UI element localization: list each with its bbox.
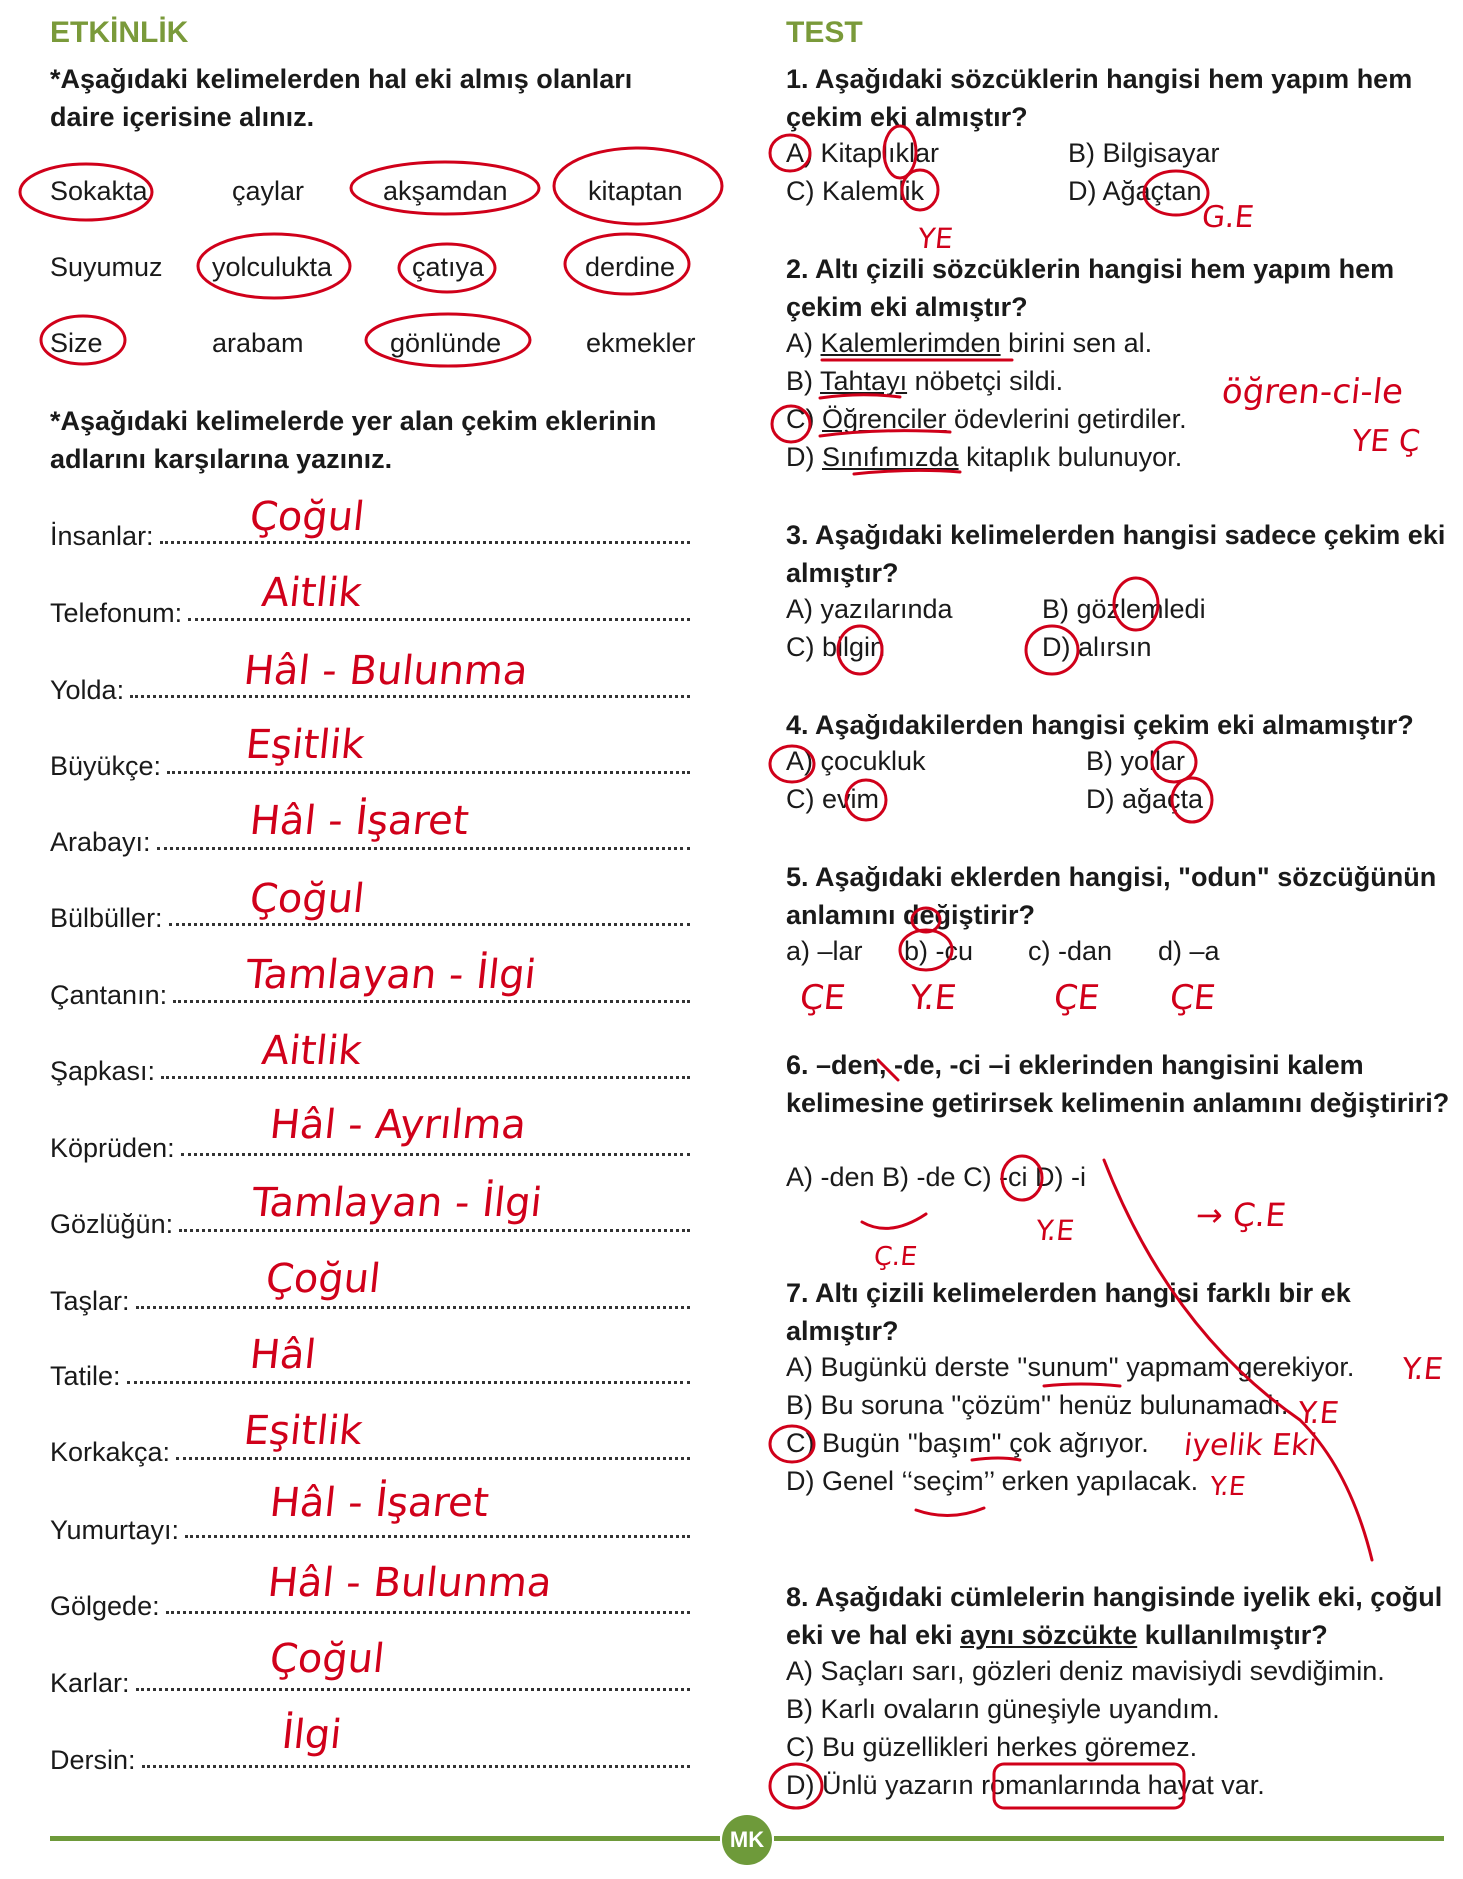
option-c: c) -dan xyxy=(1028,936,1113,966)
option-d: D) Genel ‘‘seçim’’ erken yapılacak. xyxy=(786,1466,1199,1496)
question-6: 6. –den, -de, -ci –i eklerinden hangisini kalem kelimesine getirirsek kelimenin anlamını değiştiriri? xyxy=(786,1050,1450,1118)
dotted-line xyxy=(176,1457,690,1460)
handwritten-answer: İlgi xyxy=(279,1712,344,1758)
option-c: C) Kalemlik xyxy=(786,176,925,206)
word-item: arabam xyxy=(212,328,304,358)
option-d: D) Ağaçtan xyxy=(1068,176,1202,206)
dotted-line xyxy=(173,1000,690,1003)
handwritten-answer: Hâl - Ayrılma xyxy=(267,1102,529,1148)
row-label: Şapkası: xyxy=(50,1056,156,1086)
word-item: Suyumuz xyxy=(50,252,163,282)
word-item: ekmekler xyxy=(586,328,696,358)
question-4: 4. Aşağıdakilerden hangisi çekim eki almamıştır? xyxy=(786,710,1414,740)
row-label: Taşlar: xyxy=(50,1286,130,1316)
underline-mark xyxy=(862,1214,926,1228)
row-label: Bülbüller: xyxy=(50,903,163,933)
instruction-suffix: *Aşağıdaki kelimelerde yer alan çekim eklerinin adlarını karşılarına yazınız. xyxy=(50,406,657,474)
suffix-row xyxy=(50,589,690,629)
row-label: Yumurtayı: xyxy=(50,1515,180,1545)
suffix-row xyxy=(50,1428,690,1468)
handwritten-answer: Tamlayan - İlgi xyxy=(249,1180,545,1226)
option-c: C) evim xyxy=(786,784,879,814)
underlined-word: Kalemlerimden xyxy=(820,328,1001,358)
handwritten-note: Y.E xyxy=(1296,1396,1341,1431)
question-text: 8. Aşağıdaki cümlelerin hangisinde iyelik eki, çoğul eki ve hal eki xyxy=(786,1582,1443,1650)
word-item: akşamdan xyxy=(383,176,508,206)
word-item: gönlünde xyxy=(390,328,502,358)
option-a: A) yazılarında xyxy=(786,594,953,624)
question-2: 2. Altı çizili sözcüklerin hangisi hem yapım hem çekim eki almıştır? xyxy=(786,254,1395,322)
dotted-line xyxy=(166,1611,690,1614)
option-d: d) –a xyxy=(1158,936,1220,966)
word-item: kitaptan xyxy=(588,176,683,206)
option-d: D) Ünlü yazarın romanlarında hayat var. xyxy=(786,1770,1265,1800)
test-heading: TEST xyxy=(786,16,863,49)
dotted-line xyxy=(136,1688,690,1691)
handwritten-note: Y.E xyxy=(1208,1472,1247,1502)
underlined-word: Öğrenciler xyxy=(822,404,947,434)
row-label: Telefonum: xyxy=(50,598,183,628)
row-label: Gözlüğün: xyxy=(50,1209,174,1239)
row-label: Köprüden: xyxy=(50,1133,175,1163)
question-3: 3. Aşağıdaki kelimelerden hangisi sadece çekim eki almıştır? xyxy=(786,520,1446,588)
option-b: B) gözlemledi xyxy=(1042,594,1206,624)
publisher-logo: MK xyxy=(722,1815,772,1865)
underlined-word: Tahtayı xyxy=(820,366,908,396)
option-c: C) Bugün ''başım'' çok ağrıyor. xyxy=(786,1428,1149,1458)
handwritten-answer: Tamlayan - İlgi xyxy=(243,952,539,998)
option-prefix: C) xyxy=(786,404,822,434)
dotted-line xyxy=(161,1076,690,1079)
option-c: C) bilgin xyxy=(786,632,886,662)
word-item: Sokakta xyxy=(50,176,148,206)
option-b: B) Bilgisayar xyxy=(1068,138,1220,168)
handwritten-answer: Hâl - İşaret xyxy=(247,798,471,844)
handwritten-answer: Hâl - Bulunma xyxy=(265,1560,555,1606)
dotted-line xyxy=(169,923,690,926)
row-label: Büyükçe: xyxy=(50,751,162,781)
handwritten-answer: Çoğul xyxy=(267,1636,387,1682)
word-item: Size xyxy=(50,328,103,358)
suffix-row xyxy=(50,894,690,934)
handwritten-answer: Hâl - İşaret xyxy=(267,1480,491,1526)
activity-heading: ETKİNLİK xyxy=(50,16,189,49)
handwritten-answer: Aitlik xyxy=(259,1028,364,1074)
dotted-line xyxy=(167,771,690,774)
handwritten-note: Y.E xyxy=(1400,1352,1445,1387)
option-b: b) -cu xyxy=(904,936,974,966)
suffix-row xyxy=(50,1736,690,1776)
option-a xyxy=(786,328,1152,359)
dotted-line xyxy=(188,618,690,621)
row-label: Gölgede: xyxy=(50,1591,160,1621)
question-8 xyxy=(786,1578,1456,1654)
row-label: İnsanlar: xyxy=(50,521,154,551)
option-prefix: A) xyxy=(786,328,821,358)
row-label: Arabayı: xyxy=(50,827,151,857)
options-row: A) -den B) -de C) -ci D) -i xyxy=(786,1162,1087,1192)
dotted-line xyxy=(179,1229,690,1232)
handwritten-note: ÇE xyxy=(797,978,848,1018)
dotted-line xyxy=(185,1535,690,1538)
handwritten-answer: Çoğul xyxy=(247,494,367,540)
row-label: Tatile: xyxy=(50,1361,121,1391)
handwritten-answer: Aitlik xyxy=(259,570,364,616)
underline-mark xyxy=(916,1508,984,1516)
footer-line-right xyxy=(774,1836,1444,1841)
option-b: B) Bu soruna ''çözüm'' henüz bulunamadı. xyxy=(786,1390,1289,1420)
handwritten-note: YE Ç xyxy=(1350,424,1422,459)
option-a: A) Kitaplıklar xyxy=(786,138,940,168)
suffix-row xyxy=(50,742,690,782)
option-rest: birini sen al. xyxy=(1000,328,1153,358)
option-rest: nöbetçi sildi. xyxy=(907,366,1064,396)
option-b xyxy=(786,366,1063,397)
handwritten-answer: Eşitlik xyxy=(243,722,367,768)
option-rest: ödevlerini getirdiler. xyxy=(946,404,1187,434)
handwritten-note: YE xyxy=(916,222,955,255)
underlined-phrase: aynı sözcükte xyxy=(960,1620,1138,1650)
word-item: yolculukta xyxy=(212,252,333,282)
handwritten-answer: Hâl - Bulunma xyxy=(241,648,531,694)
word-item: derdine xyxy=(585,252,676,282)
handwritten-note: Y.E xyxy=(1034,1214,1076,1247)
row-label: Dersin: xyxy=(50,1745,136,1775)
handwritten-note: Y.E xyxy=(907,978,959,1018)
option-a: a) –lar xyxy=(786,936,863,966)
dotted-line xyxy=(136,1306,690,1309)
handwritten-note: ÇE xyxy=(1167,978,1218,1018)
row-label: Karlar: xyxy=(50,1668,130,1698)
underline-mark xyxy=(1044,1384,1120,1386)
word-item: çatıya xyxy=(412,252,485,282)
option-a: A) Saçları sarı, gözleri deniz mavisiydi sevdiğimin. xyxy=(786,1656,1385,1686)
option-c: C) Bu güzellikleri herkes göremez. xyxy=(786,1732,1198,1762)
option-b: B) Karlı ovaların güneşiyle uyandım. xyxy=(786,1694,1220,1724)
instruction-circle: *Aşağıdaki kelimelerden hal eki almış olanları daire içerisine alınız. xyxy=(50,64,633,132)
row-label: Yolda: xyxy=(50,675,125,705)
option-d: D) ağaçta xyxy=(1086,784,1204,814)
suffix-row xyxy=(50,1352,690,1392)
dotted-line xyxy=(160,541,690,544)
handwritten-note: öğren-ci-le xyxy=(1219,372,1406,412)
handwritten-note: ÇE xyxy=(1051,978,1102,1018)
option-a: A) Bugünkü derste ''sunum'' yapmam gerekiyor. xyxy=(786,1352,1355,1382)
option-prefix: D) xyxy=(786,442,822,472)
suffix-row xyxy=(50,1047,690,1087)
handwritten-note: Ç.E xyxy=(872,1242,919,1272)
dotted-line xyxy=(142,1765,690,1768)
option-d: D) alırsın xyxy=(1042,632,1152,662)
question-text: kullanılmıştır? xyxy=(1137,1620,1328,1650)
handwritten-answer: Hâl xyxy=(247,1332,319,1378)
dotted-line xyxy=(130,695,690,698)
underlined-word: Sınıfımızda xyxy=(822,442,959,472)
suffix-row xyxy=(50,512,690,552)
dotted-line xyxy=(127,1381,690,1384)
handwritten-answer: Çoğul xyxy=(263,1256,383,1302)
dotted-line xyxy=(181,1153,690,1156)
word-item: çaylar xyxy=(232,176,305,206)
handwritten-note: → Ç.E xyxy=(1194,1196,1288,1234)
option-c xyxy=(786,404,1187,435)
handwritten-answer: Eşitlik xyxy=(241,1408,365,1454)
dotted-line xyxy=(157,847,690,850)
handwritten-note: iyelik Eki xyxy=(1182,1428,1319,1463)
option-rest: kitaplık bulunuyor. xyxy=(958,442,1183,472)
footer-line-left xyxy=(50,1836,720,1841)
option-b: B) yollar xyxy=(1086,746,1186,776)
row-label: Çantanın: xyxy=(50,980,168,1010)
option-a: A) çocukluk xyxy=(786,746,926,776)
question-7: 7. Altı çizili kelimelerden hangisi farklı bir ek almıştır? xyxy=(786,1278,1351,1346)
question-1: 1. Aşağıdaki sözcüklerin hangisi hem yapım hem çekim eki almıştır? xyxy=(786,64,1413,132)
handwritten-note: G.E xyxy=(1200,200,1256,235)
option-d xyxy=(786,442,1182,473)
question-5: 5. Aşağıdaki eklerden hangisi, "odun" sözcüğünün anlamını değiştirir? xyxy=(786,862,1437,930)
handwritten-answer: Çoğul xyxy=(247,876,367,922)
option-prefix: B) xyxy=(786,366,821,396)
row-label: Korkakça: xyxy=(50,1437,171,1467)
